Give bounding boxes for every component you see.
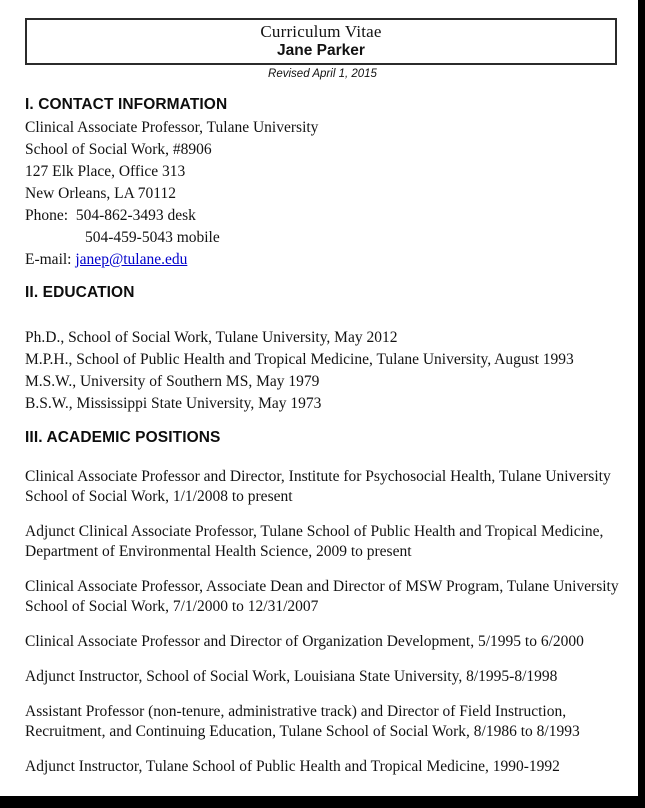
phone-mobile-line: [25, 227, 620, 249]
position-item: Adjunct Clinical Associate Professor, Tulane School of Public Health and Tropical Medicine, Department of Environmental Health Science, 2009 to present: [25, 523, 604, 560]
education-item: M.S.W., University of Southern MS, May 1979: [25, 373, 320, 390]
phone-mobile-number: 504-459-5043 mobile: [85, 229, 220, 246]
section-heading-education: II. EDUCATION: [25, 284, 135, 301]
email-link[interactable]: janep@tulane.edu: [75, 251, 188, 268]
section-heading-contact: I. CONTACT INFORMATION: [25, 96, 228, 113]
education-item: M.P.H., School of Public Health and Tropical Medicine, Tulane University, August 1993: [25, 351, 574, 368]
revised-date: Revised April 1, 2015: [268, 68, 377, 80]
contact-line: Clinical Associate Professor, Tulane University: [25, 119, 319, 136]
position-item: Clinical Associate Professor, Associate Dean and Director of MSW Program, Tulane University School of Social Work, 7/1/2000 to 12/31/2007: [25, 578, 619, 615]
scan-edge-bottom: [0, 796, 645, 808]
phone-desk-number: 504-862-3493 desk: [75, 207, 196, 224]
position-item: Assistant Professor (non-tenure, administrative track) and Director of Field Instruction, Recruitment, and Continuing Education, Tulane School of Social Work, 8/1986 to 8/1993: [25, 703, 580, 740]
education-item: Ph.D., School of Social Work, Tulane University, May 2012: [25, 329, 398, 346]
document-title: Curriculum Vitae: [260, 22, 382, 41]
title-box: [25, 18, 617, 65]
education-section: [25, 327, 620, 415]
position-item: Clinical Associate Professor and Director, Institute for Psychosocial Health, Tulane University School of Social Work, 1/1/2008 to present: [25, 468, 611, 505]
email-label: E-mail:: [25, 251, 76, 268]
position-item: Adjunct Instructor, Tulane School of Public Health and Tropical Medicine, 1990-1992: [25, 758, 560, 775]
education-item: B.S.W., Mississippi State University, May 1973: [25, 395, 322, 412]
contact-section: [25, 117, 620, 271]
section-heading-positions: III. ACADEMIC POSITIONS: [25, 429, 221, 446]
positions-section: [25, 467, 620, 777]
position-item: Clinical Associate Professor and Director of Organization Development, 5/1995 to 6/2000: [25, 633, 584, 650]
contact-line: 127 Elk Place, Office 313: [25, 163, 186, 180]
email-line: [25, 249, 620, 271]
scan-edge-right: [638, 0, 645, 808]
contact-line: School of Social Work, #8906: [25, 141, 212, 158]
position-item: Adjunct Instructor, School of Social Work, Louisiana State University, 8/1995-8/1998: [25, 668, 558, 685]
author-name: Jane Parker: [277, 42, 365, 59]
phone-desk-line: [25, 205, 620, 227]
phone-label: Phone:: [25, 207, 76, 224]
contact-line: New Orleans, LA 70112: [25, 185, 176, 202]
